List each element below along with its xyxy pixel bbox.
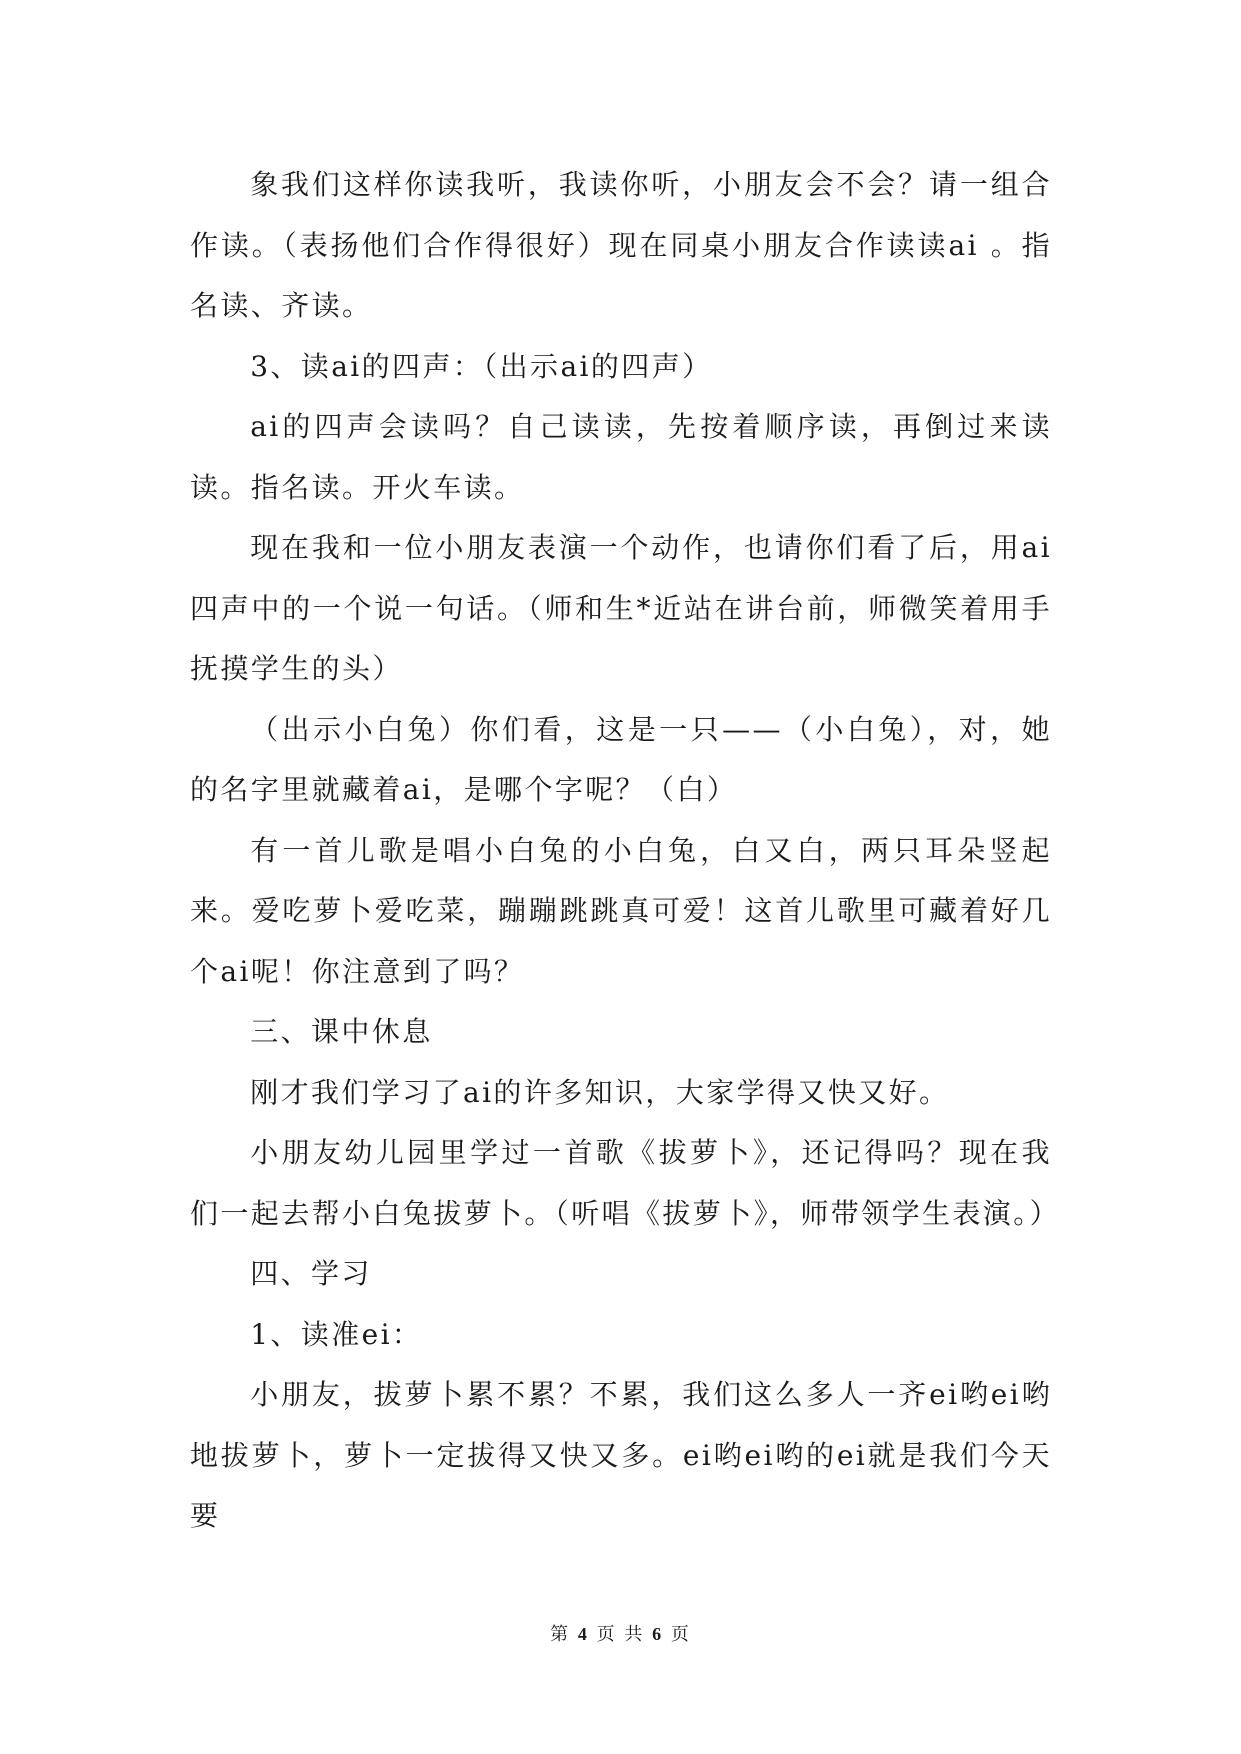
- section-heading: 三、课中休息: [250, 1015, 433, 1048]
- paragraph: 小朋友，拔萝卜累不累？不累，我们这么多人一齐ei哟ei哟地拔萝卜，萝卜一定拔得又快又多。ei哟ei哟的ei就是我们今天要: [190, 1378, 1052, 1532]
- paragraph: （出示小白兔）你们看，这是一只——（小白兔），对，她的名字里就藏着ai，是哪个字呢？（白）: [190, 712, 1052, 806]
- paragraph: 3、读ai的四声：（出示ai的四声）: [250, 349, 713, 383]
- footer-middle: 页 共: [596, 1624, 645, 1645]
- footer-prefix: 第: [550, 1624, 571, 1645]
- current-page-number: 4: [577, 1624, 589, 1644]
- paragraph: 象我们这样你读我听，我读你听，小朋友会不会？请一组合作读。（表扬他们合作得很好）现在同桌小朋友合作读读ai 。指名读、齐读。: [190, 168, 1052, 322]
- paragraph: 有一首儿歌是唱小白兔的小白兔，白又白，两只耳朵竖起来。爱吃萝卜爱吃菜，蹦蹦跳跳真可爱！这首儿歌里可藏着好几个ai呢！你注意到了吗？: [190, 833, 1052, 988]
- paragraph: 小朋友幼儿园里学过一首歌《拔萝卜》，还记得吗？现在我们一起去帮小白兔拔萝卜。（听唱《拔萝卜》，师带领学生表演。）: [190, 1136, 1061, 1230]
- body-text: [190, 155, 1061, 1547]
- total-page-number: 6: [652, 1624, 664, 1644]
- paragraph: 刚才我们学习了ai的许多知识，大家学得又快又好。: [250, 1075, 950, 1109]
- section-heading: 四、学习: [250, 1257, 372, 1290]
- paragraph: 1、读准ei：: [250, 1317, 423, 1351]
- page-footer: [0, 1620, 1241, 1646]
- footer-suffix: 页: [670, 1624, 691, 1645]
- paragraph: ai的四声会读吗？自己读读，先按着顺序读，再倒过来读读。指名读。开火车读。: [190, 410, 1052, 504]
- paragraph: 现在我和一位小朋友表演一个动作，也请你们看了后，用ai四声中的一个说一句话。（师和生*近站在讲台前，师微笑着用手抚摸学生的头）: [190, 531, 1052, 685]
